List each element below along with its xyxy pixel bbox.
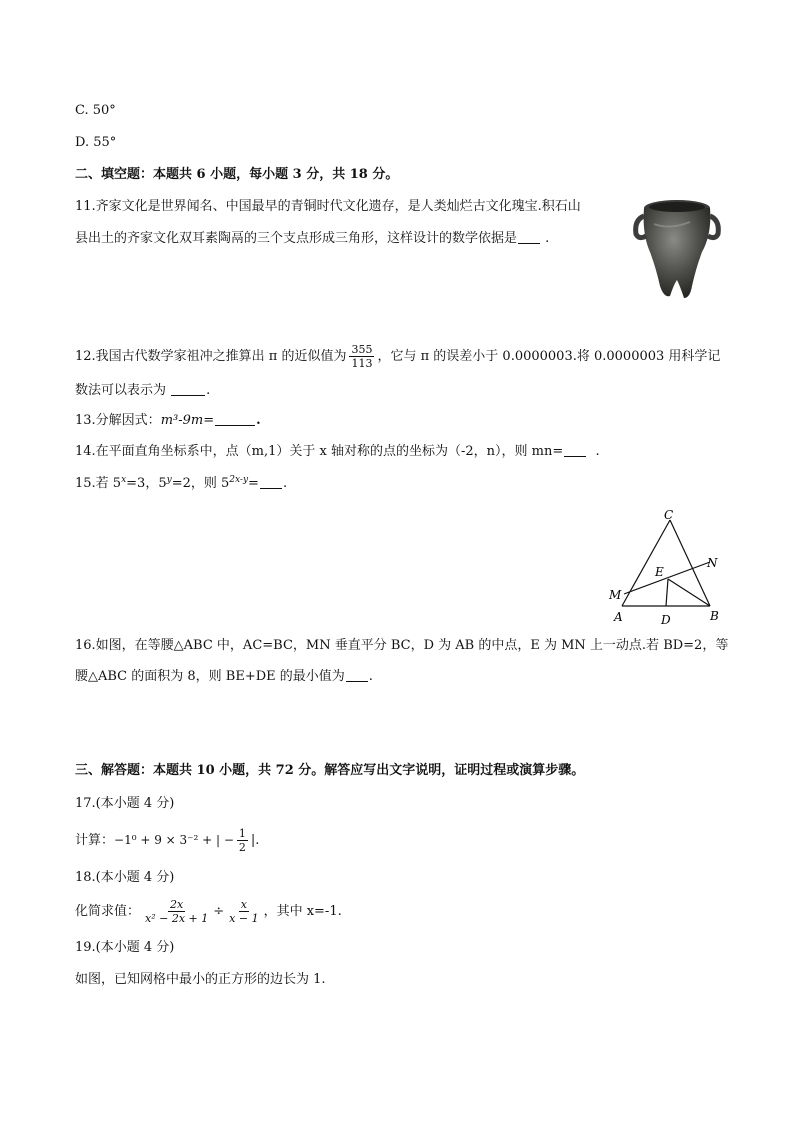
q18-f1-num: 2x [170, 898, 184, 911]
q12-text-b: ，它与 π 的误差小于 0.0000003.将 0.0000003 用科学记 [377, 349, 721, 364]
q14-end: . [595, 444, 600, 459]
q17-frac-num: 1 [238, 827, 246, 840]
q17-expression: −1⁰ + 9 × 3⁻² + | − [114, 833, 234, 847]
q12-line2-text: 数法可以表示为 [75, 383, 167, 398]
q18-f2-den: x − 1 [229, 912, 259, 925]
label-c: C [664, 508, 674, 522]
pottery-image [630, 194, 724, 300]
label-b: B [710, 609, 719, 623]
q16-answer-blank [346, 668, 368, 682]
q17-suffix: |. [250, 833, 260, 848]
side-ac [622, 520, 670, 606]
q13-expression: m³-9m= [160, 413, 215, 428]
q11-end: . [545, 231, 550, 246]
q18-fraction-1 [143, 898, 210, 925]
q13-answer-blank [215, 412, 255, 426]
option-c: C. 50° [75, 103, 116, 118]
q18-title: 18.(本小题 4 分) [75, 870, 175, 885]
q11-line2-text: 县出土的齐家文化双耳素陶鬲的三个支点形成三角形，这样设计的数学依据是 [75, 231, 518, 246]
q16-end: . [368, 669, 373, 684]
q14-answer-blank [564, 443, 586, 457]
q17-line [75, 823, 259, 858]
q15-line [75, 474, 287, 494]
q18-prefix: 化简求值： [75, 904, 141, 919]
q15-part2: =3，5 [126, 476, 167, 491]
q15-end: . [282, 476, 288, 491]
q18-operator: ÷ [213, 904, 225, 919]
q15-answer-blank [260, 475, 282, 489]
q15-exp-2x-y: 2x-y [229, 475, 249, 485]
q12-end: . [206, 383, 211, 398]
q15-part4: = [248, 476, 259, 491]
q19-text: 如图，已知网格中最小的正方形的边长为 1. [75, 972, 326, 987]
q13-text: 13.分解因式： [75, 413, 161, 428]
label-e: E [655, 565, 664, 579]
q12-answer-blank [171, 382, 205, 396]
q16-triangle-figure [600, 506, 730, 630]
section-3-heading: 三、解答题：本题共 10 小题，共 72 分。解答应写出文字说明，证明过程或演算步骤。 [75, 763, 585, 778]
q11-line1: 11.齐家文化是世界闻名、中国最早的青铜时代文化遗存，是人类灿烂古文化瑰宝.积石山 [75, 199, 581, 214]
q18-line [75, 894, 342, 930]
label-m: M [609, 588, 622, 602]
q12-line1 [75, 340, 720, 374]
q15-exp-x: x [121, 475, 127, 485]
q17-fraction [237, 827, 248, 854]
q17-title: 17.(本小题 4 分) [75, 796, 175, 811]
q13-line [75, 411, 261, 431]
q18-f1-den: x² − 2x + 1 [145, 912, 209, 925]
q11-answer-blank [518, 230, 540, 244]
q13-end: . [256, 413, 261, 428]
q12-frac-num: 355 [351, 343, 373, 356]
q14-line [75, 442, 600, 462]
q19-title: 19.(本小题 4 分) [75, 940, 175, 955]
option-d: D. 55° [75, 135, 117, 150]
q16-line1: 16.如图，在等腰△ABC 中，AC=BC，MN 垂直平分 BC，D 为 AB 的中点，E 为 MN 上一动点.若 BD=2，等 [75, 638, 729, 653]
q15-exp-y: y [166, 475, 172, 485]
q18-fraction-2 [227, 898, 260, 925]
q17-prefix: 计算： [75, 833, 115, 848]
label-d: D [661, 613, 671, 627]
q14-text: 14.在平面直角坐标系中，点（m,1）关于 x 轴对称的点的坐标为（-2，n），则 mn= [75, 444, 564, 459]
section-2-heading: 二、填空题：本题共 6 小题，每小题 3 分，共 18 分。 [75, 167, 399, 182]
q17-frac-den: 2 [238, 841, 246, 854]
q16-line2 [75, 667, 373, 687]
q15-part3: =2，则 5 [171, 476, 230, 491]
label-n: N [707, 556, 718, 570]
q18-suffix: ，其中 x=-1. [263, 904, 342, 919]
q12-text-a: 12.我国古代数学家祖冲之推算出 π 的近似值为 [75, 349, 347, 364]
q16-line2-text: 腰△ABC 的面积为 8，则 BE+DE 的最小值为 [75, 669, 345, 684]
q12-line2 [75, 381, 210, 401]
q12-fraction [349, 343, 374, 370]
q15-text: 15.若 5 [75, 476, 122, 491]
q18-f2-num: x [240, 898, 247, 911]
segment-ed [666, 579, 668, 606]
label-a: A [614, 610, 623, 624]
q12-frac-den: 113 [351, 357, 373, 370]
q11-line2 [75, 229, 549, 249]
